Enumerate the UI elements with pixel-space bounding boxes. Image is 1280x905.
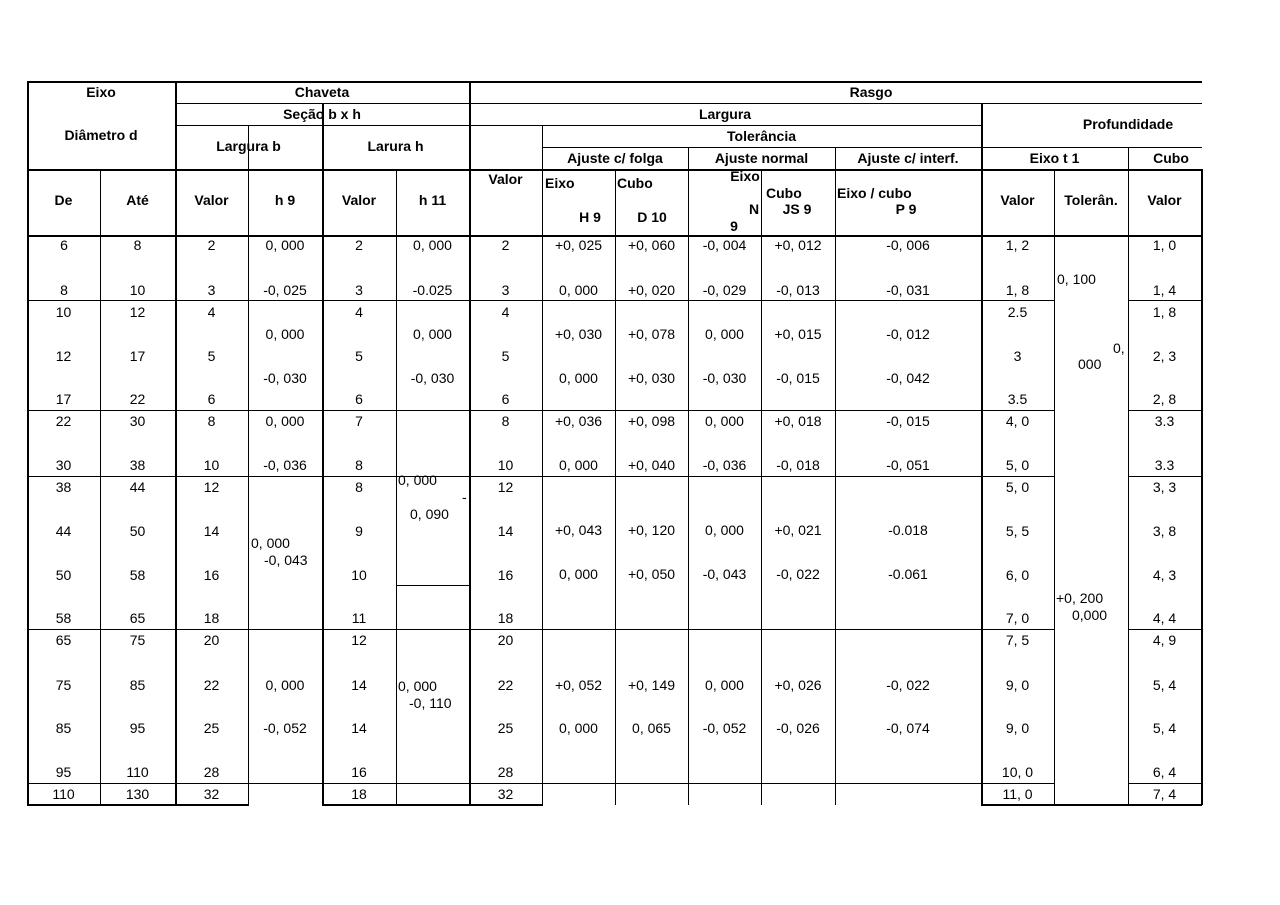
tol-h11-lower: 0, 090: [410, 506, 449, 522]
tol-n9-upper: 0, 000: [705, 677, 744, 693]
tol-h9-lower: -0, 052: [263, 720, 307, 736]
cell-b-valor: 8: [207, 413, 216, 429]
cell-rasgo-valor: 8: [501, 413, 510, 429]
tol-js9-lower: -0, 018: [776, 457, 820, 473]
cell-de: 12: [55, 348, 72, 364]
tol-d10-upper: +0, 078: [627, 326, 676, 342]
cell-rasgo-valor: 3: [501, 282, 510, 298]
cell-t2-valor: 4, 9: [1152, 632, 1177, 648]
cell-rasgo-valor: 12: [497, 479, 514, 495]
header-valor-rasgo: Valor: [488, 171, 523, 187]
header-folga-d10: D 10: [637, 209, 667, 225]
tol-d10-lower: 0, 065: [632, 720, 671, 736]
tol-h9-lower: -0, 043: [264, 552, 308, 568]
tol-h11-upper: 0, 000: [398, 678, 437, 694]
tol-t1-side: 0,: [1113, 340, 1125, 356]
tol-p9-upper: -0.018: [888, 522, 928, 538]
grid-line: [542, 125, 543, 805]
cell-t1-valor: 7, 0: [1005, 610, 1030, 626]
cell-ate: 17: [129, 348, 146, 364]
cell-ate: 30: [129, 413, 146, 429]
cell-de: 58: [55, 610, 72, 626]
cell-rasgo-valor: 25: [497, 720, 514, 736]
cell-de: 65: [55, 632, 72, 648]
header-secao: Seção b x h: [283, 106, 361, 122]
tol-t1-lower: 0,000: [1072, 607, 1108, 623]
cell-b-valor: 5: [207, 348, 216, 364]
tol-h9-lower: -0, 030: [263, 370, 307, 386]
cell-h-valor: 8: [355, 479, 363, 495]
tol-n9-upper: 0, 000: [705, 326, 744, 342]
cell-b-valor: 6: [207, 391, 216, 407]
tol-p9-lower: -0, 031: [886, 282, 930, 298]
tol-p9-upper: -0, 022: [886, 677, 930, 693]
header-folga-cubo: Cubo: [617, 175, 653, 191]
tol-h9-upper: 0, 000: [265, 237, 305, 253]
tol-h11-upper: 0, 000: [413, 326, 452, 342]
cell-t1-valor: 2.5: [1007, 304, 1028, 320]
tol-h9-upper: +0, 052: [554, 677, 603, 693]
tol-n9-lower: -0, 029: [702, 282, 747, 298]
tol-js9-upper: +0, 021: [774, 522, 822, 538]
grid-line: [981, 103, 983, 805]
tol-h11-lower: -0.025: [412, 282, 453, 298]
grid-line: [396, 169, 397, 805]
cell-de: 44: [55, 523, 72, 539]
grid-line: [542, 147, 981, 148]
tol-h9-upper: +0, 036: [554, 413, 603, 429]
cell-t2-valor: 7, 4: [1152, 786, 1177, 802]
cell-de: 38: [55, 479, 72, 495]
tol-p9-upper: -0, 015: [886, 413, 930, 429]
cell-t1-valor: 5, 0: [1005, 457, 1030, 473]
tol-h9-upper: 0, 000: [265, 326, 305, 342]
cell-h-valor: 10: [351, 567, 367, 583]
cell-rasgo-valor: 16: [497, 567, 514, 583]
tol-h9-upper: 0, 000: [251, 535, 290, 551]
header-normal-js9: JS 9: [782, 201, 812, 217]
grid-line: [1128, 629, 1202, 630]
grid-line: [27, 476, 1055, 477]
cell-rasgo-valor: 10: [497, 457, 514, 473]
tol-n9-upper: -0, 004: [702, 237, 747, 253]
cell-h-valor: 18: [351, 786, 367, 802]
cell-rasgo-valor: 2: [501, 237, 510, 253]
cell-ate: 8: [133, 237, 142, 253]
table-bottom-border: [981, 804, 1202, 806]
cell-t1-valor: 1, 2: [1005, 237, 1030, 253]
cell-t1-valor: 5, 0: [1005, 479, 1030, 495]
cell-de: 75: [55, 677, 72, 693]
cell-ate: 85: [129, 677, 146, 693]
cell-rasgo-valor: 32: [497, 786, 514, 802]
cell-t2-valor: 2, 3: [1152, 348, 1177, 364]
tol-h9-lower: -0, 025: [263, 282, 307, 298]
header-h9: h 9: [274, 192, 296, 208]
header-diametro: Diâmetro d: [64, 127, 138, 143]
grid-line: [1128, 410, 1202, 411]
grid-line: [1054, 169, 1055, 805]
cell-rasgo-valor: 4: [501, 304, 510, 320]
cell-de: 50: [55, 567, 72, 583]
cell-b-valor: 18: [203, 610, 220, 626]
tol-d10-upper: +0, 149: [627, 677, 676, 693]
tol-d10-lower: +0, 040: [627, 457, 676, 473]
cell-b-valor: 12: [203, 479, 220, 495]
cell-t2-valor: 1, 4: [1152, 282, 1177, 298]
header-de: De: [54, 192, 73, 208]
tol-h9-lower: 0, 000: [559, 282, 598, 298]
tol-d10-upper: +0, 120: [627, 522, 676, 538]
cell-t2-valor: 4, 4: [1152, 610, 1177, 626]
cell-t2-valor: 1, 8: [1152, 304, 1177, 320]
header-ajuste-interf: Ajuste c/ interf.: [857, 150, 959, 166]
cell-ate: 65: [129, 610, 146, 626]
cell-ate: 50: [129, 523, 146, 539]
tol-n9-upper: 0, 000: [705, 413, 744, 429]
cell-ate: 75: [129, 632, 146, 648]
header-normal-eixo: Eixo: [730, 168, 760, 184]
grid-line: [835, 147, 836, 805]
cell-t1-valor: 11, 0: [1002, 786, 1033, 802]
header-ajuste-folga: Ajuste c/ folga: [567, 150, 663, 166]
tol-js9-lower: -0, 026: [776, 720, 820, 736]
header-tolerancia: Tolerância: [727, 128, 796, 144]
header-chaveta: Chaveta: [294, 84, 350, 100]
cell-b-valor: 4: [207, 304, 216, 320]
cell-ate: 12: [129, 304, 146, 320]
table-top-border: [27, 81, 1202, 83]
cell-ate: 44: [129, 479, 146, 495]
tol-n9-upper: 0, 000: [705, 522, 744, 538]
cell-t2-valor: 4, 3: [1152, 567, 1177, 583]
cell-h-valor: 14: [351, 677, 367, 693]
cell-de: 95: [55, 764, 72, 780]
cell-h-valor: 2: [355, 237, 363, 253]
grid-line: [175, 125, 981, 126]
tol-h11-sign: -: [462, 489, 467, 505]
cell-b-valor: 32: [203, 786, 220, 802]
header-t1-valor: Valor: [1000, 192, 1035, 208]
grid-line: [1128, 300, 1202, 301]
cell-t1-valor: 9, 0: [1005, 720, 1030, 736]
cell-b-valor: 25: [203, 720, 220, 736]
tol-h9-upper: +0, 030: [554, 326, 603, 342]
header-h11: h 11: [418, 192, 447, 208]
tol-h9-upper: +0, 025: [554, 237, 603, 253]
grid-line: [615, 169, 616, 805]
cell-t1-valor: 6, 0: [1005, 567, 1030, 583]
grid-line: [1128, 147, 1129, 805]
tol-h9-upper: 0, 000: [265, 413, 305, 429]
header-ajuste-normal: Ajuste normal: [714, 150, 809, 166]
tol-d10-lower: +0, 050: [627, 566, 676, 582]
grid-line: [27, 783, 1055, 784]
grid-line: [981, 147, 1202, 148]
cell-rasgo-valor: 6: [501, 391, 510, 407]
grid-line: [100, 169, 101, 805]
cell-t2-valor: 6, 4: [1152, 764, 1177, 780]
cell-rasgo-valor: 28: [497, 764, 514, 780]
cell-t1-valor: 7, 5: [1005, 632, 1030, 648]
tol-h9-lower: 0, 000: [559, 566, 598, 582]
grid-line: [761, 169, 762, 805]
header-normal-cubo: Cubo: [766, 185, 802, 201]
grid-line: [175, 103, 1202, 104]
table-right-border: [1201, 169, 1203, 805]
cell-ate: 10: [129, 282, 146, 298]
tol-h9-lower: -0, 036: [263, 457, 307, 473]
cell-rasgo-valor: 22: [497, 677, 514, 693]
header-rasgo: Rasgo: [849, 84, 893, 100]
cell-b-valor: 14: [203, 523, 220, 539]
cell-h-valor: 9: [355, 523, 363, 539]
tol-d10-lower: +0, 030: [627, 370, 676, 386]
grid-line: [1128, 783, 1202, 784]
tol-h9-upper: 0, 000: [265, 677, 305, 693]
tol-n9-lower: -0, 043: [702, 566, 747, 582]
cell-h-valor: 8: [355, 457, 363, 473]
cell-b-valor: 10: [203, 457, 220, 473]
header-ate: Até: [126, 192, 149, 208]
cell-t2-valor: 3, 8: [1152, 523, 1177, 539]
cell-t2-valor: 1, 0: [1152, 237, 1177, 253]
tol-h9-lower: 0, 000: [559, 370, 598, 386]
grid-line: [27, 629, 1055, 630]
cell-t2-valor: 3.3: [1154, 413, 1175, 429]
tol-js9-upper: +0, 018: [774, 413, 822, 429]
cell-rasgo-valor: 20: [497, 632, 514, 648]
table-left-border: [27, 81, 29, 805]
cell-rasgo-valor: 18: [497, 610, 514, 626]
tol-js9-upper: +0, 015: [774, 326, 822, 342]
grid-line: [396, 585, 470, 586]
tol-h11-upper: 0, 000: [398, 472, 437, 488]
cell-de: 30: [55, 457, 72, 473]
tol-t1-upper: +0, 200: [1056, 590, 1104, 606]
header-t2-valor: Valor: [1147, 192, 1182, 208]
tol-h11-upper: 0, 000: [413, 237, 452, 253]
tol-js9-lower: -0, 015: [776, 370, 820, 386]
cell-t2-valor: 5, 4: [1152, 720, 1177, 736]
cell-ate: 22: [129, 391, 146, 407]
header-eixo-t1: Eixo t 1: [1029, 150, 1080, 166]
tol-p9-lower: -0, 051: [886, 457, 930, 473]
header-normal-n: N: [748, 201, 760, 217]
tol-d10-lower: +0, 020: [627, 282, 676, 298]
cell-t1-valor: 10, 0: [1001, 764, 1034, 780]
tol-d10-upper: +0, 060: [627, 237, 676, 253]
grid-line: [27, 410, 1055, 411]
cell-b-valor: 2: [207, 237, 216, 253]
table-bottom-border: [322, 804, 543, 806]
cell-de: 110: [52, 786, 75, 802]
tol-p9-lower: -0, 074: [886, 720, 930, 736]
cell-de: 17: [55, 391, 72, 407]
grid-line: [248, 125, 249, 805]
tol-p9-upper: -0, 006: [886, 237, 930, 253]
header-eixo: Eixo: [86, 84, 116, 100]
tol-n9-lower: -0, 036: [702, 457, 747, 473]
grid-line: [1128, 476, 1202, 477]
cell-b-valor: 16: [203, 567, 220, 583]
cell-h-valor: 16: [351, 764, 367, 780]
cell-ate: 38: [129, 457, 146, 473]
tol-p9-lower: -0, 042: [886, 370, 930, 386]
tol-t1-upper: 0, 100: [1057, 271, 1096, 287]
cell-ate: 95: [129, 720, 146, 736]
tol-js9-upper: +0, 026: [774, 677, 822, 693]
header-normal-9: 9: [730, 218, 738, 234]
cell-b-valor: 3: [207, 282, 216, 298]
tol-h9-lower: 0, 000: [559, 457, 598, 473]
header-largura-b: Largura b: [216, 138, 281, 154]
grid-line: [322, 103, 324, 805]
tol-h9-upper: +0, 043: [554, 522, 603, 538]
header-profundidade: Profundidade: [1082, 116, 1174, 132]
cell-rasgo-valor: 14: [497, 523, 514, 539]
cell-ate: 110: [126, 764, 149, 780]
tol-n9-lower: -0, 030: [702, 370, 747, 386]
tol-h9-lower: 0, 000: [559, 720, 598, 736]
cell-b-valor: 28: [203, 764, 220, 780]
header-largura: Largura: [698, 106, 752, 122]
cell-h-valor: 11: [351, 610, 367, 626]
cell-de: 10: [55, 304, 72, 320]
tol-js9-upper: +0, 012: [774, 237, 822, 253]
tol-d10-upper: +0, 098: [627, 413, 676, 429]
grid-line: [688, 147, 689, 805]
cell-t1-valor: 3: [1013, 348, 1022, 364]
tol-t1-lower: 000: [1078, 356, 1102, 372]
cell-t1-valor: 5, 5: [1005, 523, 1030, 539]
cell-h-valor: 14: [351, 720, 367, 736]
cell-t2-valor: 5, 4: [1152, 677, 1177, 693]
tol-js9-lower: -0, 013: [776, 282, 820, 298]
header-cubo-t2: Cubo: [1153, 150, 1189, 166]
header-folga-h9: H 9: [579, 209, 601, 225]
header-larura-h: Larura h: [367, 138, 424, 154]
cell-rasgo-valor: 5: [501, 348, 510, 364]
tol-p9-lower: -0.061: [888, 566, 928, 582]
cell-h-valor: 3: [355, 282, 363, 298]
cell-de: 22: [55, 413, 72, 429]
cell-de: 8: [60, 282, 68, 298]
cell-h-valor: 12: [351, 632, 367, 648]
grid-line: [27, 300, 1055, 301]
cell-t1-valor: 3.5: [1007, 391, 1028, 407]
cell-t1-valor: 1, 8: [1005, 282, 1030, 298]
header-interf-eixocubo: Eixo / cubo: [837, 185, 912, 201]
cell-de: 85: [55, 720, 72, 736]
cell-t2-valor: 2, 8: [1152, 391, 1177, 407]
cell-h-valor: 5: [355, 348, 363, 364]
header-folga-eixo: Eixo: [545, 175, 575, 191]
grid-line: [175, 81, 177, 805]
cell-b-valor: 20: [203, 632, 220, 648]
cell-de: 6: [60, 237, 68, 253]
grid-line: [469, 81, 471, 805]
cell-h-valor: 7: [355, 413, 363, 429]
table-bottom-border: [27, 804, 249, 806]
cell-t2-valor: 3, 3: [1152, 479, 1177, 495]
tol-js9-lower: -0, 022: [776, 566, 820, 582]
cell-h-valor: 4: [355, 304, 363, 320]
tol-h11-lower: -0, 030: [410, 370, 455, 386]
tol-h11-lower: -0, 110: [409, 695, 452, 711]
cell-ate: 130: [125, 786, 150, 802]
cell-h-valor: 6: [355, 391, 363, 407]
header-interf-p9: P 9: [895, 201, 917, 217]
header-t1-toleran: Tolerân.: [1064, 192, 1118, 208]
tol-n9-lower: -0, 052: [702, 720, 747, 736]
header-valor-b: Valor: [194, 192, 229, 208]
cell-ate: 58: [129, 567, 146, 583]
cell-t1-valor: 4, 0: [1005, 413, 1030, 429]
cell-t1-valor: 9, 0: [1005, 677, 1030, 693]
cell-b-valor: 22: [203, 677, 220, 693]
tol-p9-upper: -0, 012: [886, 326, 930, 342]
cell-t2-valor: 3.3: [1154, 457, 1175, 473]
header-valor-h: Valor: [341, 192, 377, 208]
